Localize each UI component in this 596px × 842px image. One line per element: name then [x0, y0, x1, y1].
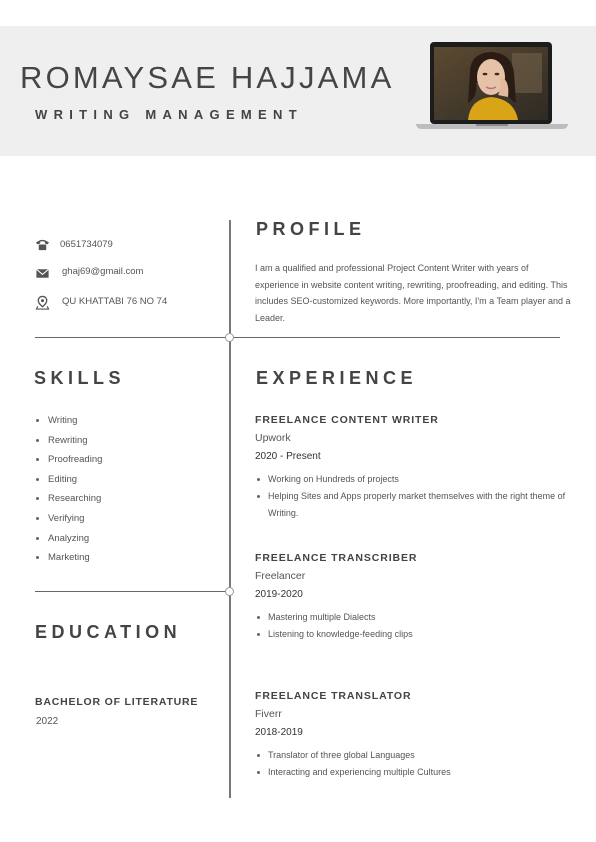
- job-points-list: [255, 609, 575, 643]
- job-points-list: [255, 471, 575, 522]
- job-dates: 2020 - Present: [255, 451, 321, 462]
- job-point: Helping Sites and Apps properly market themselves with the right theme of Writing.: [255, 488, 575, 522]
- skill-item: Researching: [35, 490, 102, 510]
- skills-list: [35, 412, 102, 569]
- phone-number: 0651734079: [60, 239, 113, 250]
- education-year: 2022: [36, 716, 59, 727]
- skill-item: Proofreading: [35, 451, 102, 471]
- job-title: FREELANCE TRANSCRIBER: [255, 552, 418, 564]
- job-company: Upwork: [255, 432, 291, 444]
- job-point: Mastering multiple Dialects: [255, 609, 575, 626]
- divider-node: [225, 587, 234, 596]
- skills-heading: SKILLS: [34, 368, 126, 388]
- profile-photo-laptop: [416, 42, 568, 132]
- column-divider: [229, 220, 231, 798]
- home-address: QU KHATTABI 76 NO 74: [62, 296, 168, 307]
- job-dates: 2019-2020: [255, 589, 303, 600]
- job-dates: 2018-2019: [255, 727, 303, 738]
- job-point: Interacting and experiencing multiple Cultures: [255, 764, 575, 781]
- job-point: Working on Hundreds of projects: [255, 471, 575, 488]
- phone-icon: [35, 237, 50, 252]
- divider-skills: [35, 591, 231, 592]
- experience-entry: [255, 690, 575, 781]
- contact-address-row: [35, 294, 50, 310]
- resume-job-title: WRITING MANAGEMENT: [35, 107, 303, 122]
- job-title: FREELANCE TRANSLATOR: [255, 690, 412, 702]
- job-title: FREELANCE CONTENT WRITER: [255, 414, 439, 426]
- job-point: Listening to knowledge-feeding clips: [255, 626, 575, 643]
- profile-heading: PROFILE: [256, 219, 366, 239]
- profile-summary: I am a qualified and professional Project Content Writer with years of experience in website content writing, rewriting, proofreading, and editing. This includes SEO-customized keywords. More importantly, I'm a Team player and a Leader.: [255, 263, 571, 323]
- experience-entry: [255, 414, 575, 522]
- skill-item: Analyzing: [35, 530, 102, 550]
- portrait-photo: [434, 47, 548, 120]
- experience-entry: [255, 552, 575, 643]
- email-address[interactable]: ghaj69@gmail.com: [62, 266, 144, 277]
- contact-phone-row: [35, 236, 50, 252]
- job-company: Freelancer: [255, 570, 306, 582]
- location-icon: [35, 295, 50, 310]
- job-points-list: [255, 747, 575, 781]
- skill-item: Verifying: [35, 510, 102, 530]
- experience-heading: EXPERIENCE: [256, 368, 418, 388]
- resume-name: ROMAYSAE HAJJAMA: [20, 60, 395, 95]
- skill-item: Writing: [35, 412, 102, 432]
- divider-profile: [35, 337, 560, 338]
- job-point: Translator of three global Languages: [255, 747, 575, 764]
- education-degree: BACHELOR OF LITERATURE: [35, 696, 199, 708]
- email-icon: [35, 266, 50, 281]
- contact-email-row: [35, 265, 50, 281]
- skill-item: Marketing: [35, 549, 102, 569]
- job-company: Fiverr: [255, 708, 282, 720]
- divider-node: [225, 333, 234, 342]
- skill-item: Rewriting: [35, 432, 102, 452]
- education-heading: EDUCATION: [35, 622, 182, 642]
- skill-item: Editing: [35, 471, 102, 491]
